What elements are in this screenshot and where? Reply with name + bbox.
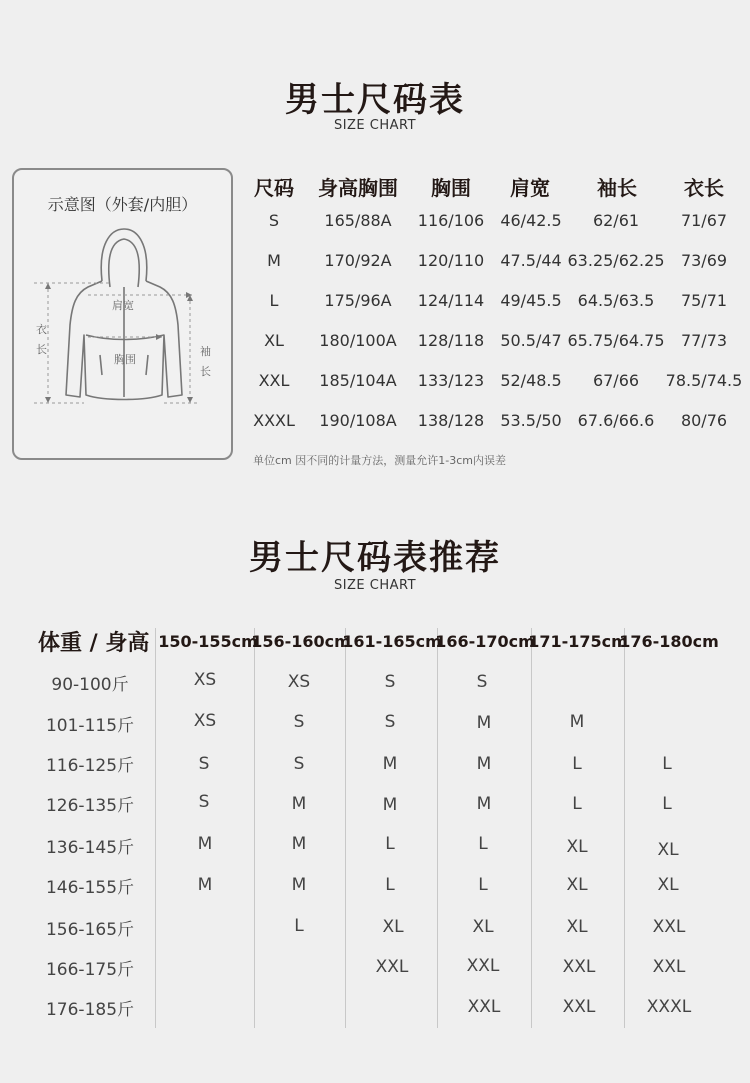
- recommend-cell: XXL: [562, 957, 596, 977]
- col-header-size: 尺码: [254, 176, 294, 200]
- recommend-cell: S: [293, 754, 305, 774]
- height-header: 156-160cm: [251, 632, 351, 651]
- weight-row-label: 146-155斤: [45, 878, 135, 898]
- column-divider: [155, 628, 156, 1028]
- table-cell: 138/128: [417, 411, 485, 430]
- col-header-height-chest: 身高胸围: [318, 176, 398, 200]
- weight-row-label: 101-115斤: [45, 716, 135, 736]
- recommend-cell: XL: [566, 917, 588, 937]
- recommend-cell: S: [198, 792, 210, 812]
- table-cell: 47.5/44: [500, 251, 562, 270]
- recommend-cell: L: [294, 916, 304, 936]
- recommend-cell: M: [291, 794, 307, 814]
- height-header: 150-155cm: [158, 632, 258, 651]
- table-cell: 190/108A: [319, 411, 397, 430]
- table-cell: XXL: [258, 371, 290, 390]
- recommend-cell: M: [197, 834, 213, 854]
- weight-row-label: 166-175斤: [45, 960, 135, 980]
- recommend-cell: XXL: [467, 997, 501, 1017]
- label-length-1: 衣: [36, 323, 47, 336]
- table-cell: 77/73: [680, 331, 728, 350]
- recommend-cell: M: [569, 712, 585, 732]
- height-header: 166-170cm: [435, 632, 535, 651]
- table-cell: 67.6/66.6: [577, 411, 655, 430]
- table-cell: XL: [264, 331, 284, 350]
- recommend-cell: XS: [287, 672, 311, 692]
- weight-row-label: 90-100斤: [51, 675, 129, 695]
- table-cell: 180/100A: [319, 331, 397, 350]
- table-cell: 67/66: [592, 371, 640, 390]
- weight-row-label: 116-125斤: [45, 756, 135, 776]
- table-cell: 185/104A: [319, 371, 397, 390]
- table-cell: 116/106: [417, 211, 485, 230]
- recommend-cell: XXXL: [646, 997, 692, 1017]
- recommend-cell: L: [478, 875, 488, 895]
- recommend-cell: S: [198, 754, 210, 774]
- table-cell: 50.5/47: [500, 331, 562, 350]
- recommend-cell: L: [662, 794, 672, 814]
- recommend-cell: M: [291, 875, 307, 895]
- weight-row-label: 176-185斤: [45, 1000, 135, 1020]
- table-cell: 128/118: [417, 331, 485, 350]
- table-cell: 133/123: [417, 371, 485, 390]
- label-length-2: 长: [36, 343, 47, 356]
- table-cell: 65.75/64.75: [567, 331, 665, 350]
- table-cell: XXXL: [253, 411, 295, 430]
- recommend-cell: L: [572, 794, 582, 814]
- height-header: 161-165cm: [342, 632, 442, 651]
- weight-row-label: 136-145斤: [45, 838, 135, 858]
- size-chart-subtitle: SIZE CHART: [333, 118, 417, 133]
- table-cell: 165/88A: [324, 211, 392, 230]
- recommend-cell: S: [476, 672, 488, 692]
- recommend-cell: XS: [193, 711, 217, 731]
- recommend-cell: L: [572, 754, 582, 774]
- recommend-cell: XS: [193, 670, 217, 690]
- table-cell: 52/48.5: [500, 371, 562, 390]
- recommend-cell: M: [476, 713, 492, 733]
- table-cell: 73/69: [680, 251, 728, 270]
- recommend-cell: M: [382, 795, 398, 815]
- recommend-cell: M: [197, 875, 213, 895]
- height-header: 176-180cm: [619, 632, 719, 651]
- label-shoulder: 肩宽: [112, 299, 134, 312]
- recommend-cell: XXL: [652, 917, 686, 937]
- label-sleeve-2: 长: [200, 365, 211, 378]
- recommend-cell: M: [476, 794, 492, 814]
- recommend-cell: XL: [382, 917, 404, 937]
- column-divider: [254, 628, 255, 1028]
- recommend-cell: XXL: [375, 957, 409, 977]
- recommend-cell: XL: [657, 840, 679, 860]
- table-cell: L: [269, 291, 279, 310]
- recommend-cell: XXL: [466, 956, 500, 976]
- col-header-shoulder: 肩宽: [510, 176, 550, 200]
- column-divider: [624, 628, 625, 1028]
- column-divider: [531, 628, 532, 1028]
- table-cell: 78.5/74.5: [665, 371, 743, 390]
- table-cell: 80/76: [680, 411, 728, 430]
- recommend-title: 男士尺码表推荐: [249, 538, 501, 578]
- recommend-cell: S: [384, 672, 396, 692]
- size-chart-title: 男士尺码表: [285, 80, 465, 120]
- weight-row-label: 156-165斤: [45, 920, 135, 940]
- measurement-note: 单位cm 因不同的计量方法，测量允许1-3cm内误差: [253, 454, 506, 467]
- recommend-cell: XL: [657, 875, 679, 895]
- table-cell: 75/71: [680, 291, 728, 310]
- column-divider: [345, 628, 346, 1028]
- recommend-cell: M: [382, 754, 398, 774]
- table-cell: 62/61: [592, 211, 640, 230]
- table-cell: 170/92A: [324, 251, 392, 270]
- recommend-cell: XXL: [652, 957, 686, 977]
- recommend-cell: XL: [566, 875, 588, 895]
- table-cell: 124/114: [417, 291, 485, 310]
- recommend-cell: XL: [566, 837, 588, 857]
- table-cell: 63.25/62.25: [567, 251, 665, 270]
- recommend-cell: L: [385, 834, 395, 854]
- table-cell: 71/67: [680, 211, 728, 230]
- col-header-chest: 胸围: [431, 176, 471, 200]
- table-cell: 49/45.5: [500, 291, 562, 310]
- table-cell: 53.5/50: [500, 411, 562, 430]
- recommend-cell: S: [384, 712, 396, 732]
- label-chest: 胸围: [114, 353, 136, 366]
- table-cell: 46/42.5: [500, 211, 562, 230]
- label-sleeve-1: 袖: [200, 345, 211, 358]
- recommend-cell: L: [662, 754, 672, 774]
- recommend-subtitle: SIZE CHART: [333, 578, 417, 593]
- col-header-sleeve: 袖长: [597, 176, 637, 200]
- table-cell: S: [268, 211, 280, 230]
- col-header-length: 衣长: [684, 176, 724, 200]
- weight-height-corner-label: 体重 / 身高: [38, 631, 150, 656]
- measurement-diagram: [12, 168, 233, 460]
- diagram-caption: 示意图（外套/内胆）: [47, 195, 198, 214]
- recommend-cell: M: [291, 834, 307, 854]
- table-cell: 64.5/63.5: [577, 291, 655, 310]
- recommend-cell: M: [476, 754, 492, 774]
- table-cell: 175/96A: [324, 291, 392, 310]
- height-header: 171-175cm: [528, 632, 628, 651]
- table-cell: 120/110: [417, 251, 485, 270]
- table-cell: M: [267, 251, 281, 270]
- recommend-cell: XXL: [562, 997, 596, 1017]
- recommend-cell: XL: [472, 917, 494, 937]
- recommend-cell: S: [293, 712, 305, 732]
- weight-row-label: 126-135斤: [45, 796, 135, 816]
- recommend-cell: L: [385, 875, 395, 895]
- column-divider: [437, 628, 438, 1028]
- recommend-cell: L: [478, 834, 488, 854]
